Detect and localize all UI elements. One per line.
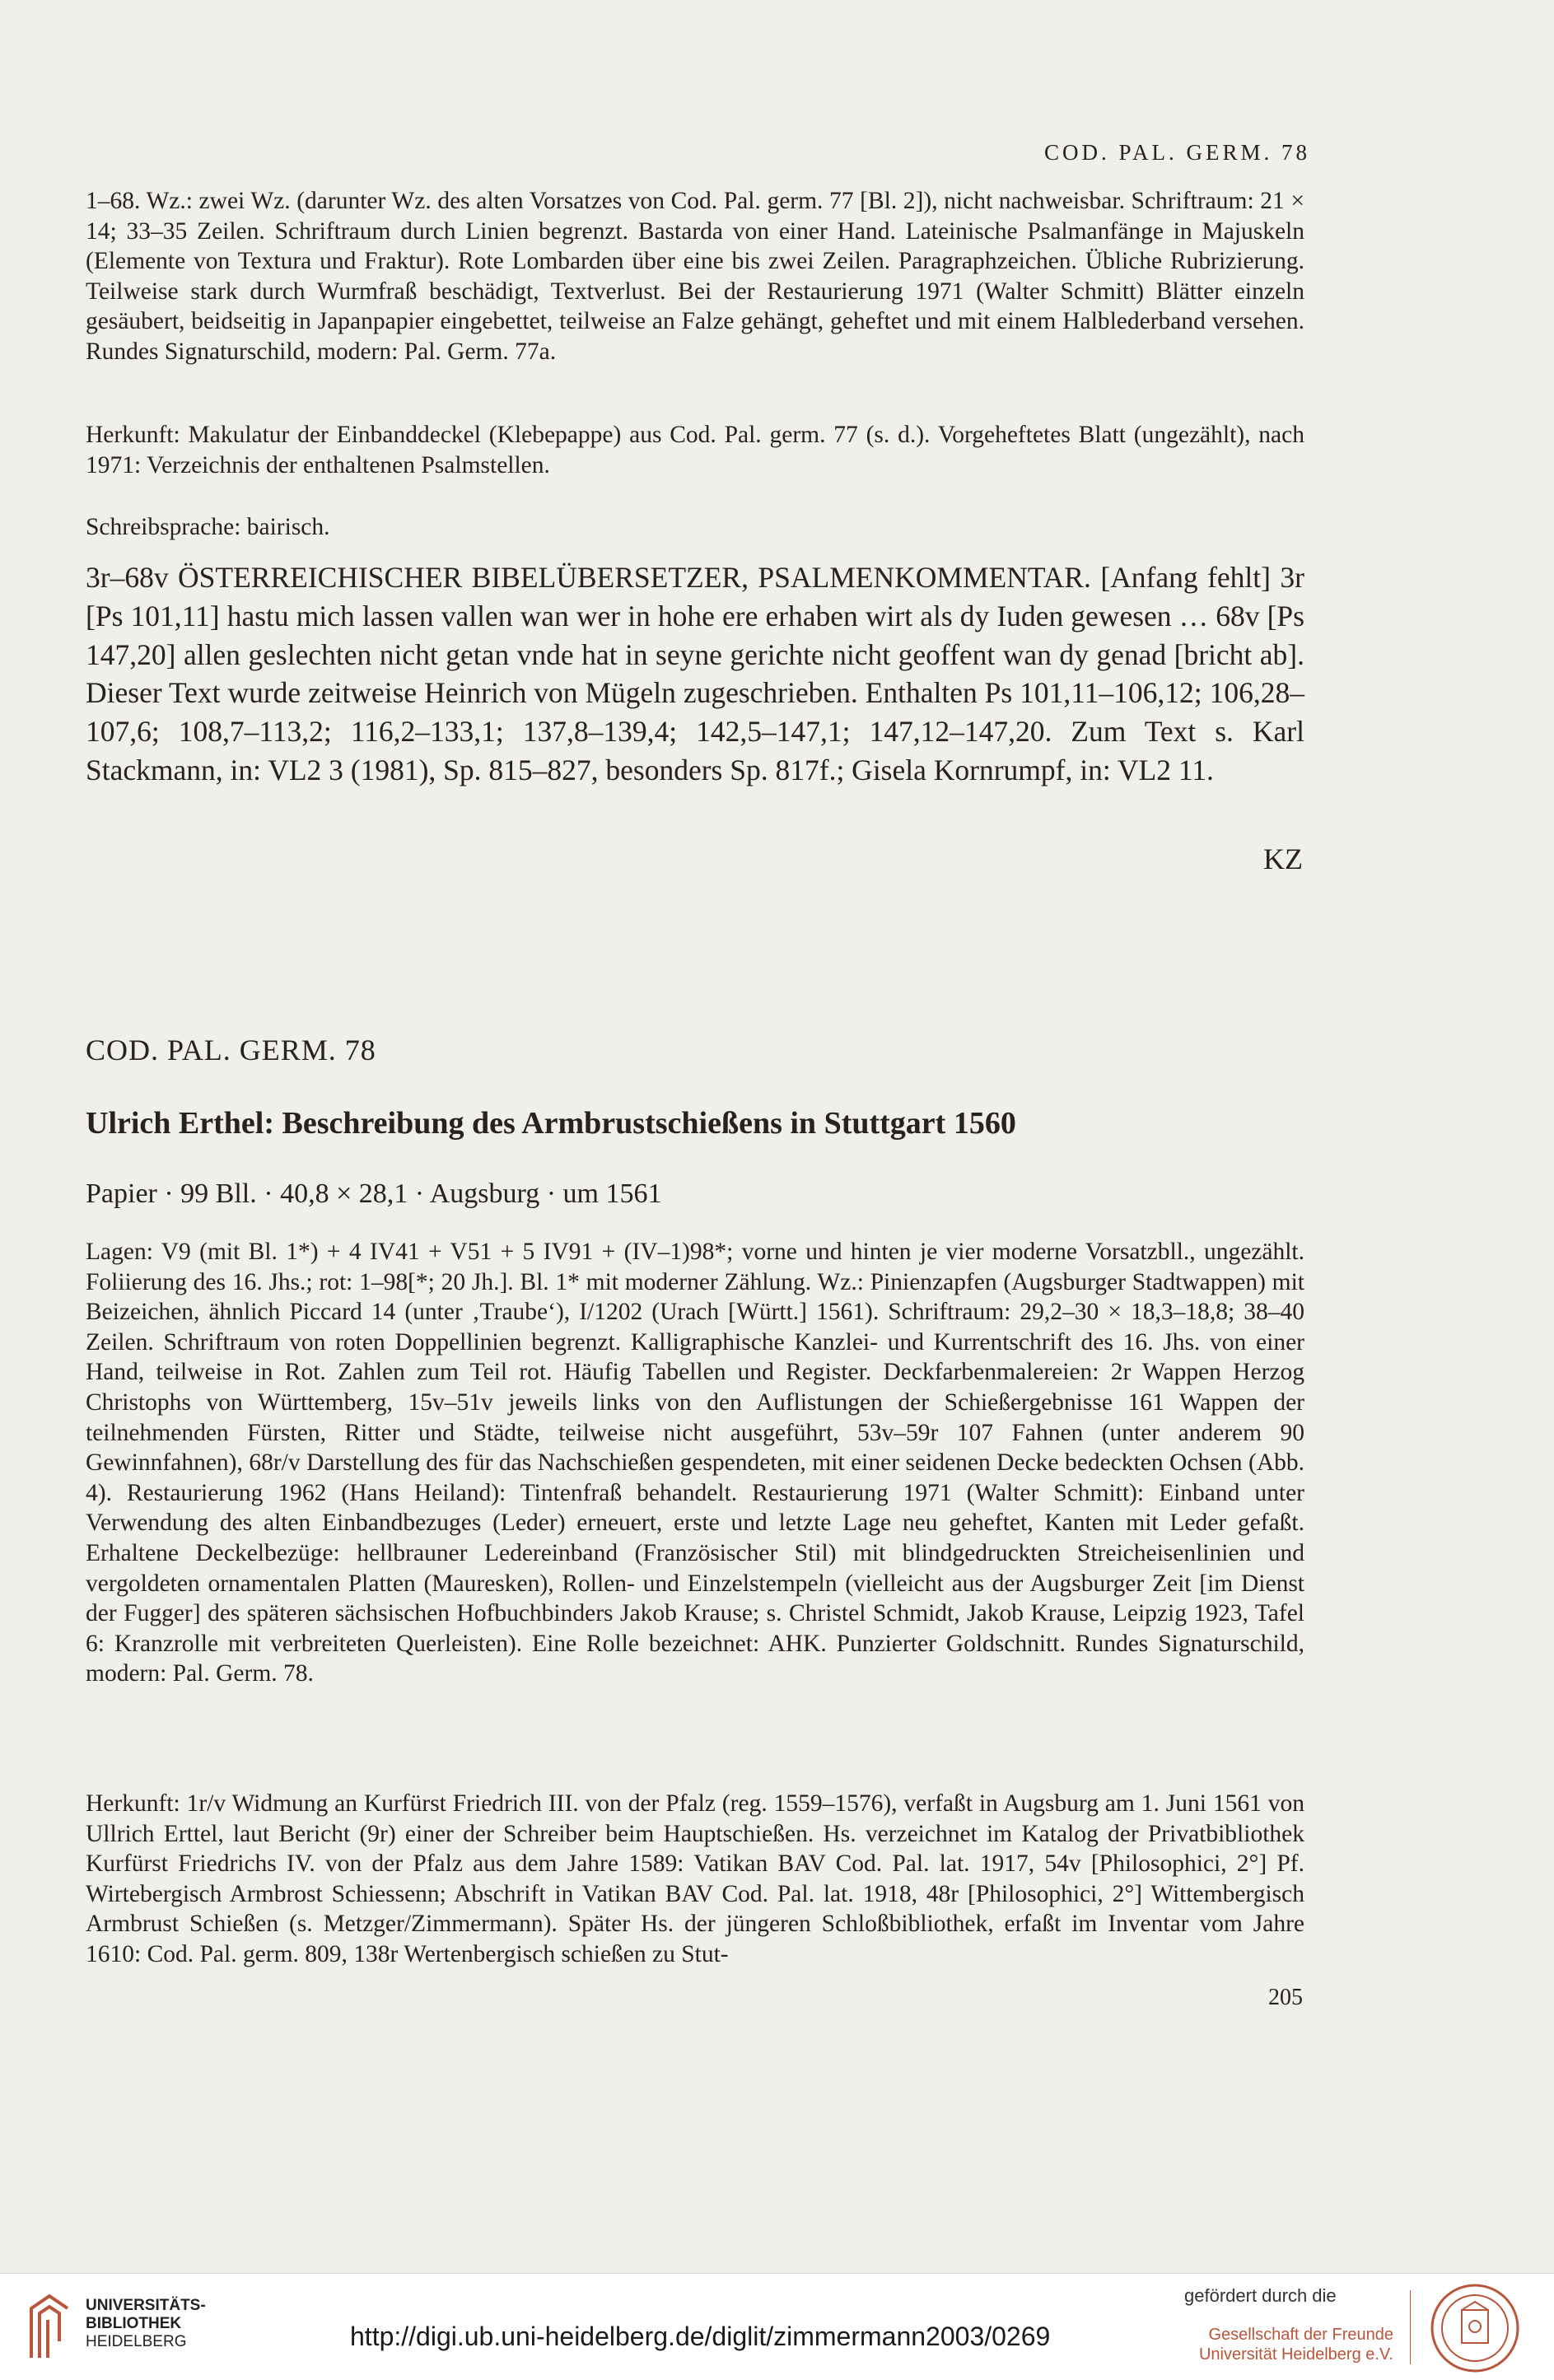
entry2-lagen-text: Lagen: V9 (mit Bl. 1*) + 4 IV41 + V51 + 5 IV91 + (IV–1)98*; vorne und hinten je vier moderne Vorsatzbll., ungezählt. Foliierung des 16. Jhs.; rot: 1–98[*; 20 Jh.]. Bl. 1* mit moderner Zählung. Wz.: Pinienzapfen (Augsburger Stadtwappen) mit Beizeichen, ähnlich Piccard 14 (unter ‚Traube‘), I/1202 (Urach [Württ.] 1561). Schriftraum: 29,2–30 × 18,3–18,8; 38–40 Zeilen. Schriftraum von roten Doppellinien begrenzt. Kalligraphische Kanzlei- und Kurrentschrift des 16. Jhs. von einer Hand, teilweise in Rot. Zahlen zum Teil rot. Häufig Tabellen und Register. Deckfarbenmalereien: 2r Wappen Herzog Christophs von Württemberg, 15v–51v jeweils links von den Auflistungen der Schießergebnisse 161 Wappen der teilnehmenden Fürsten, Ritter und Städte, teilweise nicht ausgeführt, 53v–59r 107 Fahnen (unter anderem 90 Gewinnfahnen), 68r/v Darstellung des für das Nachschießen gespendeten, mit einer seidenen Decke bedeckten Ochsen (Abb. 4). Restaurierung 1962 (Hans Heiland): Tintenfraß behandelt. Restaurierung 1971 (Walter Schmitt): Einband unter Verwendung des alten Einbandbezuges (Leder) erneuert, erste und letzte Lage neu geheftet, Kanten mit Leder gefaßt. Erhaltene Deckelbezüge: hellbrauner Ledereinband (Französischer Stil) mit blindgedruckten Streicheisenlinien und vergoldeten ornamentalen Platten (Mauresken), Rollen- und Einzelstempeln (vielleicht aus der Augsburger Zeit [im Dienst der Fugger] des späteren sächsischen Hofbuchbinders Jakob Krause; s. Christel Schmidt, Jakob Krause, Leipzig 1923, Tafel 6: Kranzrolle mit verbreiteten Querleisten). Eine Rolle bezeichnet: AHK. Punzierter Goldschnitt. Rundes Signaturschild, modern: Pal. Germ. 78. (86, 1239, 1304, 1687)
society-name-line2: Universität Heidelberg e.V. (1198, 2345, 1393, 2364)
library-name-line3: HEIDELBERG (86, 2333, 187, 2350)
entry1-content (86, 558, 1304, 790)
entry1-description-text: 1–68. Wz.: zwei Wz. (darunter Wz. des alten Vorsatzes von Cod. Pal. germ. 77 [Bl. 2]), nicht nachweisbar. Schriftraum: 21 × 14; 33–35 Zeilen. Schriftraum durch Linien begrenzt. Bastarda von einer Hand. Lateinische Psalmanfänge in Majuskeln (Elemente von Textura und Fraktur). Rote Lombarden über eine bis zwei Zeilen. Paragraphzeichen. Übliche Rubrizierung. Teilweise stark durch Wurmfraß beschädigt, Textverlust. Bei der Restaurierung 1971 (Walter Schmitt) Blätter einzeln gesäubert, beidseitig in Japanpapier eingebettet, teilweise an Falze gehängt, geheftet und mit einem Halblederband versehen. Rundes Signaturschild, modern: Pal. Germ. 77a. (86, 188, 1304, 365)
footer-bar (0, 2273, 1554, 2380)
shelfmark-heading: COD. PAL. GERM. 78 (86, 1034, 376, 1066)
permalink-url[interactable]: http://digi.ub.uni-heidelberg.de/diglit/zimmermann2003/0269 (350, 2322, 1051, 2351)
entry2-herkunft (86, 1789, 1304, 1970)
society-name (1178, 2325, 1393, 2364)
university-library-logo-icon (25, 2292, 74, 2362)
entry2-herkunft-text: Herkunft: 1r/v Widmung an Kurfürst Friedrich III. von der Pfalz (reg. 1559–1576), verfaßt in Augsburg am 1. Juni 1561 von Ullrich Erttel, laut Bericht (9r) einer der Schreiber beim Hauptschießen. Hs. verzeichnet im Katalog der Privatbibliothek Kurfürst Friedrichs IV. von der Pfalz aus dem Jahre 1589: Vatikan BAV Cod. Pal. lat. 1917, 54v [Philosophici, 2°] Pf. Wirtebergisch Armbrost Schiessenn; Abschrift in Vatikan BAV Cod. Pal. lat. 1918, 48r [Philosophici, 2°] Wittembergisch Armbrust Schießen (s. Metzger/Zimmermann). Später Hs. der jüngeren Schloßbibliothek, erfaßt im Inventar vom Jahre 1610: Cod. Pal. germ. 809, 138r Wertenbergisch schießen zu Stut- (86, 1790, 1304, 1967)
manuscript-physical-data: Papier · 99 Bll. · 40,8 × 28,1 · Augsburg · um 1561 (86, 1178, 662, 1209)
running-head: COD. PAL. GERM. 78 (1043, 140, 1310, 165)
entry1-schreibsprache-text: Schreibsprache: bairisch. (86, 514, 330, 540)
entry2-lagen (86, 1237, 1304, 1689)
university-seal-icon (1429, 2282, 1521, 2374)
entry1-schreibsprache (86, 512, 1304, 543)
page-number: 205 (1268, 1985, 1303, 2010)
society-name-line1: Gesellschaft der Freunde (1208, 2326, 1393, 2344)
library-name-line1: UNIVERSITÄTS- (86, 2297, 206, 2314)
library-name (86, 2297, 206, 2351)
author-initials: KZ (1263, 842, 1303, 875)
manuscript-title: Ulrich Erthel: Beschreibung des Armbrustschießens in Stuttgart 1560 (86, 1106, 1016, 1141)
library-name-line2: BIBLIOTHEK (86, 2315, 182, 2332)
entry1-herkunft-text: Herkunft: Makulatur der Einbanddeckel (Klebepappe) aus Cod. Pal. germ. 77 (s. d.). Vorgeheftetes Blatt (ungezählt), nach 1971: Verzeichnis der enthaltenen Psalmstellen. (86, 422, 1304, 478)
funded-by-label: gefördert durch die (1184, 2285, 1337, 2306)
entry1-description (86, 186, 1304, 367)
entry1-herkunft (86, 420, 1304, 480)
footer-divider (1410, 2290, 1411, 2364)
entry1-content-text: 3r–68v ÖSTERREICHISCHER BIBELÜBERSETZER, PSALMENKOMMENTAR. [Anfang fehlt] 3r [Ps 101,11] hastu mich lassen vallen wan wer in hohe ere erhaben wirt als dy Iuden gewesen … 68v [Ps 147,20] allen geslechten nicht getan vnde hat in seyne gerichte nicht geoffent wan dy genad [bricht ab]. Dieser Text wurde zeitweise Heinrich von Mügeln zugeschrieben. Enthalten Ps 101,11–106,12; 106,28–107,6; 108,7–113,2; 116,2–133,1; 137,8–139,4; 142,5–147,1; 147,12–147,20. Zum Text s. Karl Stackmann, in: VL2 3 (1981), Sp. 815–827, besonders Sp. 817f.; Gisela Kornrumpf, in: VL2 11. (86, 561, 1304, 786)
